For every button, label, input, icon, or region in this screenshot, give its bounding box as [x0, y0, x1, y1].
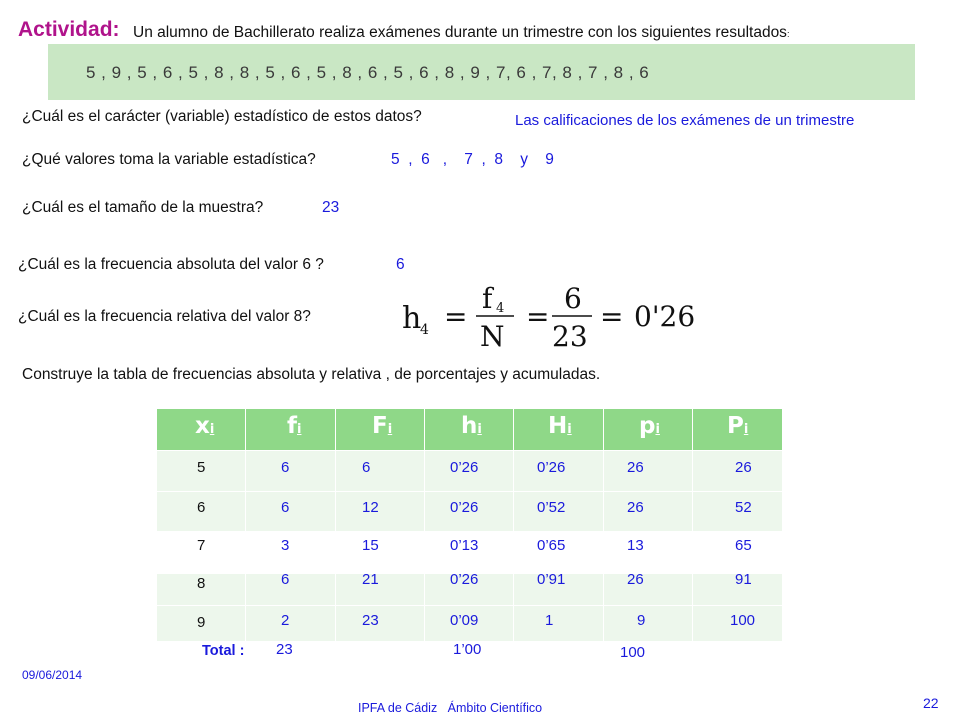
- formula-result: 0'26: [634, 300, 696, 333]
- table-cell-fi: 2: [281, 612, 290, 629]
- formula-frac1-num: f: [482, 282, 493, 315]
- table-cell-Pi: 91: [735, 571, 752, 588]
- table-cell-xi: 5: [197, 459, 206, 476]
- table-cell-Hi: 1: [545, 612, 554, 629]
- footer-institution: IPFA de Cádiz Ámbito Científico: [358, 701, 543, 715]
- data-sequence: 5 , 9 , 5 , 6 , 5 , 8 , 8 , 5 , 6 , 5 , 8 , 6 , 5 , 6 , 8 , 9 , 7, 6 , 7, 8 , 7 , 8 , 6: [86, 63, 650, 82]
- table-cell-xi: 9: [197, 614, 206, 631]
- formula-eq-1: =: [444, 300, 468, 333]
- total-label: Total :: [202, 643, 245, 659]
- table-cell-xi: 7: [197, 537, 206, 554]
- table-cell-fi: 3: [281, 537, 290, 554]
- header-Hi: Hi: [548, 413, 572, 439]
- table-cell-Fi: 12: [362, 499, 379, 516]
- table-cell-Hi: 0’26: [537, 459, 566, 476]
- answer-sample-size: 23: [322, 199, 340, 216]
- total-pi: 100: [620, 644, 646, 661]
- intro-end: :: [786, 29, 790, 39]
- table-cell-Fi: 23: [362, 612, 379, 629]
- header-fi: fi: [287, 413, 302, 439]
- answer-values: 5 , 6 , 7 , 8 y 9: [391, 151, 554, 168]
- table-cell-pi: 13: [627, 537, 644, 554]
- table-cell-hi: 0’26: [450, 499, 479, 516]
- frequency-table: [157, 409, 782, 641]
- col-divider: [692, 409, 693, 641]
- header-Fi: Fi: [372, 413, 393, 439]
- table-cell-Pi: 100: [730, 612, 756, 629]
- table-cell-Hi: 0’91: [537, 571, 566, 588]
- table-cell-Hi: 0’65: [537, 537, 566, 554]
- activity-intro: [133, 24, 789, 42]
- table-instruction: Construye la tabla de frecuencias absoluta y relativa , de porcentajes y acumuladas.: [22, 366, 601, 383]
- table-cell-xi: 6: [197, 499, 206, 516]
- formula-frac1-num-sub: 4: [496, 301, 505, 316]
- formula-frac2-den: 23: [552, 320, 588, 352]
- question-absolute-frequency: ¿Cuál es la frecuencia absoluta del valor 6 ?: [18, 256, 324, 273]
- col-divider: [335, 409, 336, 641]
- table-cell-Pi: 26: [735, 459, 752, 476]
- table-cell-Fi: 21: [362, 571, 379, 588]
- table-cell-Pi: 65: [735, 537, 752, 554]
- formula-lhs: h: [402, 301, 422, 336]
- activity-title: Actividad:: [18, 18, 120, 41]
- formula-eq-2: =: [526, 300, 550, 333]
- table-cell-pi: 26: [627, 459, 644, 476]
- question-values: ¿Qué valores toma la variable estadística?: [22, 151, 316, 168]
- total-hi: 1’00: [453, 641, 482, 658]
- footer-date: 09/06/2014: [22, 668, 83, 682]
- table-cell-Fi: 15: [362, 537, 379, 554]
- formula-lhs-sub: 4: [420, 322, 429, 338]
- table-cell-xi: 8: [197, 575, 206, 592]
- table-cell-hi: 0’13: [450, 537, 479, 554]
- table-cell-pi: 9: [637, 612, 646, 629]
- table-cell-pi: 26: [627, 499, 644, 516]
- relative-frequency-formula: [400, 282, 700, 352]
- total-fi: 23: [276, 641, 293, 658]
- table-cell-fi: 6: [281, 459, 290, 476]
- header-hi: hi: [461, 413, 482, 439]
- table-cell-hi: 0’26: [450, 459, 479, 476]
- table-cell-pi: 26: [627, 571, 644, 588]
- answer-variable: Las calificaciones de los exámenes de un trimestre: [515, 112, 855, 129]
- table-cell-Fi: 6: [362, 459, 371, 476]
- question-variable: ¿Cuál es el carácter (variable) estadístico de estos datos?: [22, 108, 422, 125]
- header-pi: pi: [639, 413, 660, 439]
- table-cell-fi: 6: [281, 499, 290, 516]
- formula-frac2-num: 6: [564, 282, 582, 315]
- intro-text: Un alumno de Bachillerato realiza exámenes durante un trimestre con los siguientes resultados: [133, 24, 787, 41]
- col-divider: [513, 409, 514, 641]
- question-sample-size: ¿Cuál es el tamaño de la muestra?: [22, 199, 264, 216]
- table-cell-fi: 6: [281, 571, 290, 588]
- col-divider: [424, 409, 425, 641]
- table-cell-hi: 0’09: [450, 612, 479, 629]
- question-relative-frequency: ¿Cuál es la frecuencia relativa del valor 8?: [18, 308, 311, 325]
- header-Pi: Pi: [727, 413, 749, 439]
- table-cell-Pi: 52: [735, 499, 752, 516]
- row-divider: [157, 531, 782, 532]
- col-divider: [603, 409, 604, 641]
- row-divider: [157, 605, 782, 606]
- table-cell-hi: 0’26: [450, 571, 479, 588]
- table-cell-Hi: 0’52: [537, 499, 566, 516]
- page-number: 22: [923, 695, 939, 711]
- formula-eq-3: =: [600, 300, 624, 333]
- row-divider: [157, 450, 782, 451]
- col-divider: [245, 409, 246, 641]
- row-divider: [157, 491, 782, 492]
- answer-absolute-frequency: 6: [396, 256, 405, 273]
- header-xi: xi: [195, 413, 215, 439]
- formula-frac1-den: N: [480, 320, 505, 352]
